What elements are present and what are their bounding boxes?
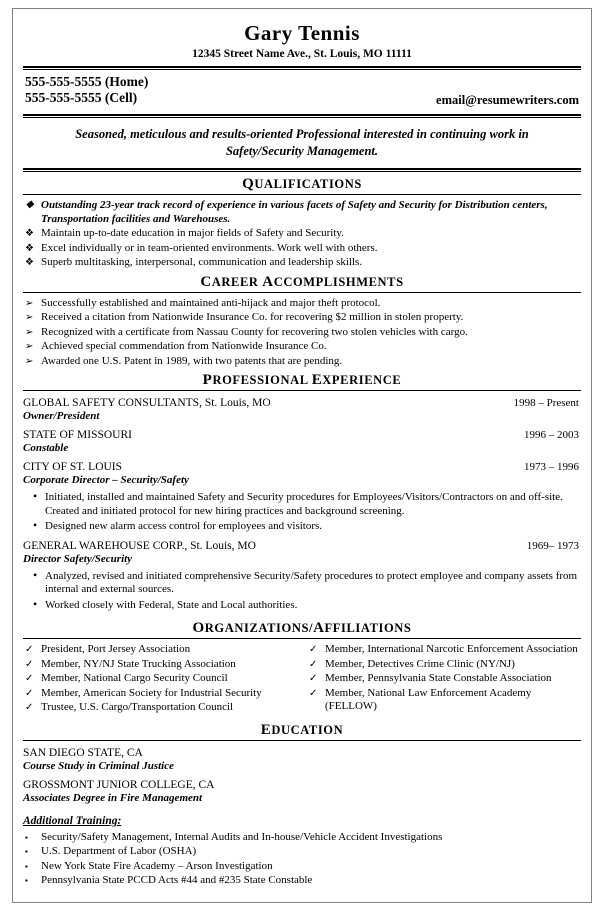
square-bullet-icon: ▪ — [25, 847, 28, 856]
check-bullet-icon: ✓ — [309, 687, 318, 699]
list-item — [23, 672, 297, 686]
check-bullet-icon: ✓ — [309, 658, 318, 670]
organizations-columns — [23, 643, 581, 716]
employer-line — [23, 460, 581, 474]
education-underline — [23, 740, 581, 741]
list-item-text: Awarded one U.S. Patent in 1989, with two patents that are pending. — [41, 354, 343, 367]
list-item-text: Member, Detectives Crime Clinic (NY/NJ) — [325, 657, 515, 670]
qualifications-list — [23, 199, 581, 270]
list-item-text: Outstanding 23-year track record of experience in various facets of Safety and Security for Distribution centers, Transportation facilities and Warehouses. — [41, 199, 548, 225]
section-title-education-rest: DUCATION — [271, 722, 344, 737]
list-item-text: U.S. Department of Labor (OSHA) — [41, 845, 197, 857]
list-item — [23, 567, 581, 597]
list-item — [23, 860, 581, 874]
square-bullet-icon: ▪ — [25, 832, 28, 842]
employer-line — [23, 428, 581, 442]
section-title-experience-initial2: E — [311, 372, 323, 388]
section-title-qualifications-rest: UALIFICATIONS — [254, 177, 362, 191]
organizations-underline — [23, 638, 581, 639]
degree-name: Course Study in Criminal Justice — [23, 759, 174, 772]
objective-statement: Seasoned, meticulous and results-oriented Professional interested in continuing work in Safety/Security Management. — [75, 127, 529, 158]
objective-divider — [23, 168, 581, 172]
list-item — [23, 199, 581, 226]
arrow-bullet-icon: ➢ — [25, 341, 34, 352]
list-item — [307, 687, 581, 714]
phone-cell: 555-555-5555 (Cell) — [25, 90, 138, 105]
section-title-accomplishments-initial: C — [200, 273, 212, 290]
list-item-text: Analyzed, revised and initiated comprehensive Security/Safety procedures to protect employee and company assets from internal and external sources. — [45, 569, 578, 595]
section-title-accomplishments-rest2: CCOMPLISHMENTS — [273, 274, 404, 289]
section-title-experience-initial: P — [202, 372, 213, 388]
job-bullets — [23, 567, 581, 613]
additional-training-title: Additional Training: — [23, 814, 122, 827]
section-title-organizations-initial2: A — [313, 620, 325, 636]
organizations-list-left — [23, 643, 297, 715]
candidate-address: 12345 Street Name Ave., St. Louis, MO 11111 — [192, 48, 412, 60]
list-item — [23, 831, 581, 845]
job-title: Director Safety/Security — [23, 552, 133, 565]
experience-entry — [23, 539, 581, 613]
job-title: Constable — [23, 442, 69, 454]
list-item-text: Excel individually or in team-oriented environments. Work well with others. — [41, 241, 378, 254]
employment-dates: 1996 – 2003 — [524, 429, 579, 441]
section-title-qualifications — [23, 176, 581, 193]
list-item — [23, 227, 581, 241]
contact-divider — [23, 114, 581, 118]
list-item-text: Successfully established and maintained anti-hijack and major theft protocol. — [41, 296, 381, 309]
employer-name: GLOBAL SAFETY CONSULTANTS, St. Louis, MO — [23, 397, 271, 409]
list-item-text: Member, National Law Enforcement Academy (FELLOW) — [325, 686, 532, 712]
header-divider-thin — [23, 69, 581, 70]
employer-name: STATE OF MISSOURI — [23, 429, 132, 441]
education-entry — [23, 746, 581, 773]
list-item — [23, 491, 581, 518]
employment-dates: 1973 – 1996 — [524, 461, 579, 473]
list-item — [23, 658, 297, 672]
contact-divider-thick — [23, 114, 581, 116]
list-item — [23, 687, 297, 701]
list-item-text: Worked closely with Federal, State and Local authorities. — [45, 598, 298, 611]
arrow-bullet-icon: ➢ — [25, 355, 34, 367]
contact-block — [23, 74, 581, 110]
list-item — [23, 326, 581, 340]
list-item-text: Received a citation from Nationwide Insurance Co. for recovering $2 million in stolen property. — [41, 311, 464, 323]
contact-divider-thin — [23, 117, 581, 118]
check-bullet-icon: ✓ — [309, 644, 318, 655]
degree-name: Associates Degree in Fire Management — [23, 791, 203, 804]
list-item — [23, 340, 581, 354]
list-item — [23, 596, 581, 613]
section-title-accomplishments-initial2: A — [262, 273, 274, 290]
school-name: GROSSMONT JUNIOR COLLEGE, CA — [23, 778, 215, 791]
list-item-text: Initiated, installed and maintained Safety and Security procedures for Employees/Visitors/Contractors on and off-site. Created and initiated protocol for new hiring practices and background screening. — [45, 491, 563, 517]
objective-divider-thick — [23, 168, 581, 170]
section-title-experience-rest2: XPERIENCE — [322, 373, 402, 387]
experience-entry — [23, 396, 581, 423]
job-bullets — [23, 491, 581, 534]
section-title-accomplishments-rest: AREER — [211, 274, 263, 289]
round-bullet-icon: • — [33, 567, 38, 582]
section-title-accomplishments — [23, 274, 581, 291]
check-bullet-icon: ✓ — [25, 644, 34, 655]
diamond-bullet-icon: ❖ — [25, 242, 34, 254]
employment-dates: 1998 – Present — [513, 397, 579, 409]
employer-name: CITY OF ST. LOUIS — [23, 461, 123, 473]
list-item-text: Designed new alarm access control for employees and visitors. — [45, 520, 323, 532]
section-title-qualifications-initial: Q — [242, 176, 255, 192]
square-bullet-icon: ▪ — [25, 876, 28, 885]
additional-training-list — [23, 831, 581, 888]
arrow-bullet-icon: ➢ — [25, 312, 34, 323]
list-item-text: Trustee, U.S. Cargo/Transportation Council — [41, 701, 234, 713]
round-bullet-icon: • — [33, 596, 38, 611]
section-title-education-initial: E — [260, 721, 272, 738]
list-item — [23, 845, 581, 859]
list-item — [307, 672, 581, 686]
arrow-bullet-icon: ➢ — [25, 297, 34, 309]
list-item-text: Member, National Cargo Security Council — [41, 672, 228, 684]
section-title-organizations-rest2: FFILIATIONS — [324, 621, 412, 635]
experience-entry — [23, 460, 581, 534]
arrow-bullet-icon: ➢ — [25, 326, 34, 338]
organizations-right-column — [307, 643, 581, 716]
list-item — [23, 701, 297, 715]
round-bullet-icon: • — [33, 489, 38, 503]
employer-name: GENERAL WAREHOUSE CORP., St. Louis, MO — [23, 539, 256, 552]
section-title-organizations-rest: RGANIZATIONS/ — [204, 621, 314, 635]
school-name: SAN DIEGO STATE, CA — [23, 746, 143, 759]
resume-border-frame — [12, 8, 592, 903]
list-item-text: Pennsylvania State PCCD Acts #44 and #235 State Constable — [41, 874, 313, 886]
list-item — [23, 297, 581, 311]
education-entry — [23, 778, 581, 805]
list-item — [23, 643, 297, 657]
check-bullet-icon: ✓ — [25, 702, 34, 713]
accomplishments-underline — [23, 292, 581, 293]
qualifications-underline — [23, 194, 581, 195]
list-item-text: Recognized with a certificate from Nassau County for recovering two stolen vehicles with cargo. — [41, 325, 468, 338]
check-bullet-icon: ✓ — [25, 687, 34, 699]
round-bullet-icon: • — [33, 518, 38, 532]
list-item-text: Maintain up-to-date education in major fields of Safety and Security. — [41, 227, 344, 239]
list-item — [23, 355, 581, 369]
list-item — [23, 242, 581, 256]
check-bullet-icon: ✓ — [25, 673, 34, 684]
section-title-education — [23, 722, 581, 739]
employer-line — [23, 396, 581, 410]
list-item-text: Security/Safety Management, Internal Audits and In-house/Vehicle Accident Investigations — [41, 830, 443, 843]
square-bullet-icon: ▪ — [25, 861, 28, 871]
list-item — [23, 311, 581, 325]
list-item — [307, 658, 581, 672]
list-item-text: Member, International Narcotic Enforcement Association — [325, 643, 578, 655]
job-title: Owner/President — [23, 410, 100, 422]
list-item-text: New York State Fire Academy – Arson Investigation — [41, 859, 273, 872]
organizations-list-right — [307, 643, 581, 714]
diamond-bullet-icon: ❖ — [25, 200, 34, 211]
list-item-text: Achieved special commendation from Nationwide Insurance Co. — [41, 340, 327, 352]
header-divider — [23, 66, 581, 70]
candidate-name: Gary Tennis — [244, 21, 360, 45]
section-title-organizations-initial: O — [192, 620, 205, 636]
list-item-text: Superb multitasking, interpersonal, communication and leadership skills. — [41, 256, 363, 268]
employer-line — [23, 539, 581, 553]
list-item — [23, 874, 581, 888]
accomplishments-list — [23, 297, 581, 369]
check-bullet-icon: ✓ — [25, 658, 34, 670]
job-title: Corporate Director – Security/Safety — [23, 474, 189, 486]
email-address[interactable]: email@resumewriters.com — [436, 93, 579, 107]
list-item-text: President, Port Jersey Association — [41, 643, 191, 655]
list-item — [23, 520, 581, 534]
list-item — [307, 643, 581, 657]
phone-numbers — [25, 74, 148, 106]
section-title-experience — [23, 372, 581, 389]
diamond-bullet-icon: ❖ — [25, 228, 34, 239]
employment-dates: 1969– 1973 — [526, 539, 579, 552]
organizations-left-column — [23, 643, 297, 716]
list-item-text: Member, American Society for Industrial Security — [41, 686, 262, 699]
list-item-text: Member, NY/NJ State Trucking Association — [41, 657, 236, 670]
header-divider-thick — [23, 66, 581, 68]
section-title-organizations — [23, 620, 581, 637]
list-item-text: Member, Pennsylvania State Constable Association — [325, 672, 552, 684]
experience-underline — [23, 390, 581, 391]
section-title-experience-rest: ROFESSIONAL — [212, 373, 312, 387]
objective-divider-thin — [23, 171, 581, 172]
list-item — [23, 256, 581, 270]
experience-entry — [23, 428, 581, 455]
check-bullet-icon: ✓ — [309, 673, 318, 684]
diamond-bullet-icon: ❖ — [25, 257, 34, 268]
phone-home: 555-555-5555 (Home) — [25, 74, 149, 89]
